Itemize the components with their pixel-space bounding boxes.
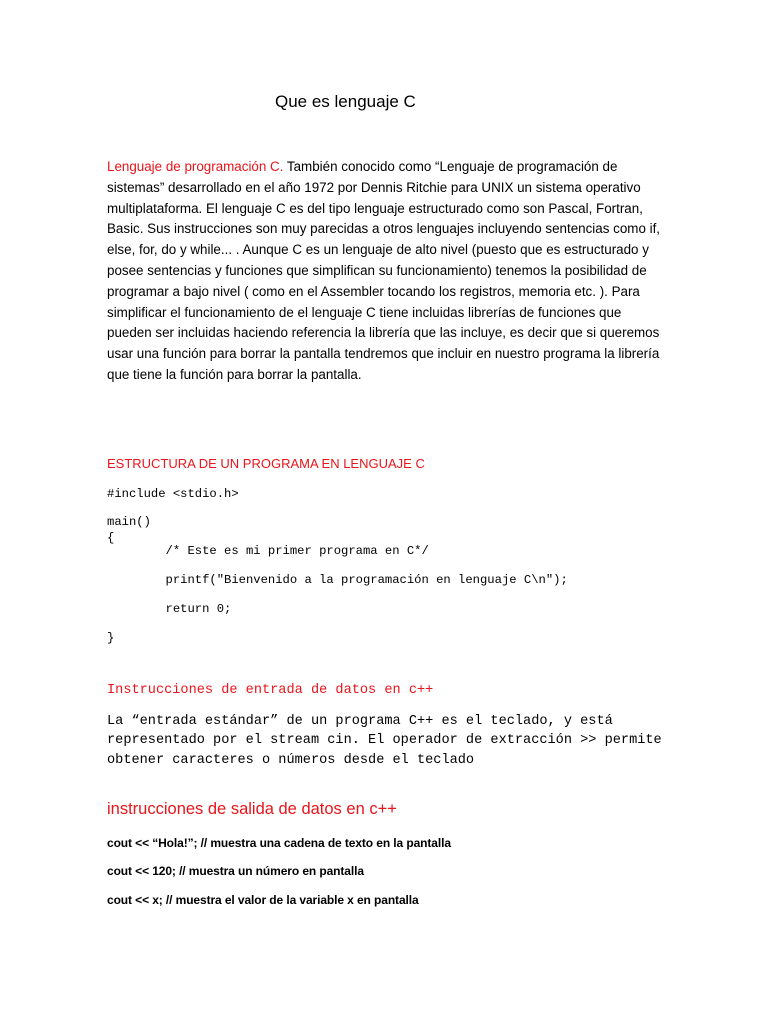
page-title: Que es lenguaje C xyxy=(275,92,416,111)
salida-line-2: cout << 120; // muestra un número en pantalla xyxy=(107,864,364,878)
code-line-main: main() xyxy=(107,515,151,529)
code-line-include: #include <stdio.h> xyxy=(107,487,239,501)
salida-line-1: cout << “Hola!”; // muestra una cadena de texto en la pantalla xyxy=(107,836,451,850)
intro-paragraph xyxy=(107,157,667,386)
intro-text: También conocido como “Lenguaje de programación de sistemas” desarrollado en el año 1972 por Dennis Ritchie para UNIX un sistema operativo multiplataforma. El lenguaje C es del tipo lenguaje estructurado como son Pascal, Fortran, Basic. Sus instrucciones son muy parecidas a otros lenguajes incluyendo sentencias como if, else, for, do y while... . Aunque C es un lenguaje de alto nivel (puesto que es estructurado y posee sentencias y funciones que simplifican su funcionamiento) tenemos la posibilidad de programar a bajo nivel ( como en el Assembler tocando los registros, memoria etc. ). Para simplificar el funcionamiento de el lenguaje C tiene incluidas librerías de funciones que pueden ser incluidas haciendo referencia la librería que las incluye, es decir que si queremos usar una función para borrar la pantalla tendremos que incluir en nuestro programa la librería que tiene la función para borrar la pantalla. xyxy=(107,159,661,382)
code-line-close-brace: } xyxy=(107,631,115,645)
code-line-printf: printf("Bienvenido a la programación en lenguaje C\n"); xyxy=(107,573,568,587)
estructura-heading: ESTRUCTURA DE UN PROGRAMA EN LENGUAJE C xyxy=(107,456,425,471)
entrada-heading: Instrucciones de entrada de datos en c++ xyxy=(107,683,434,698)
code-line-open-brace: { xyxy=(107,531,115,545)
entrada-paragraph: La “entrada estándar” de un programa C++ es el teclado, y está representado por el stream cin. El operador de extracción >> permite obtener caracteres o números desde el teclado xyxy=(107,714,662,768)
code-line-comment: /* Este es mi primer programa en C*/ xyxy=(107,544,429,558)
salida-line-3: cout << x; // muestra el valor de la variable x en pantalla xyxy=(107,893,419,907)
salida-heading: instrucciones de salida de datos en c++ xyxy=(107,800,397,818)
code-line-return: return 0; xyxy=(107,602,232,616)
intro-lead: Lenguaje de programación C. xyxy=(107,159,284,174)
